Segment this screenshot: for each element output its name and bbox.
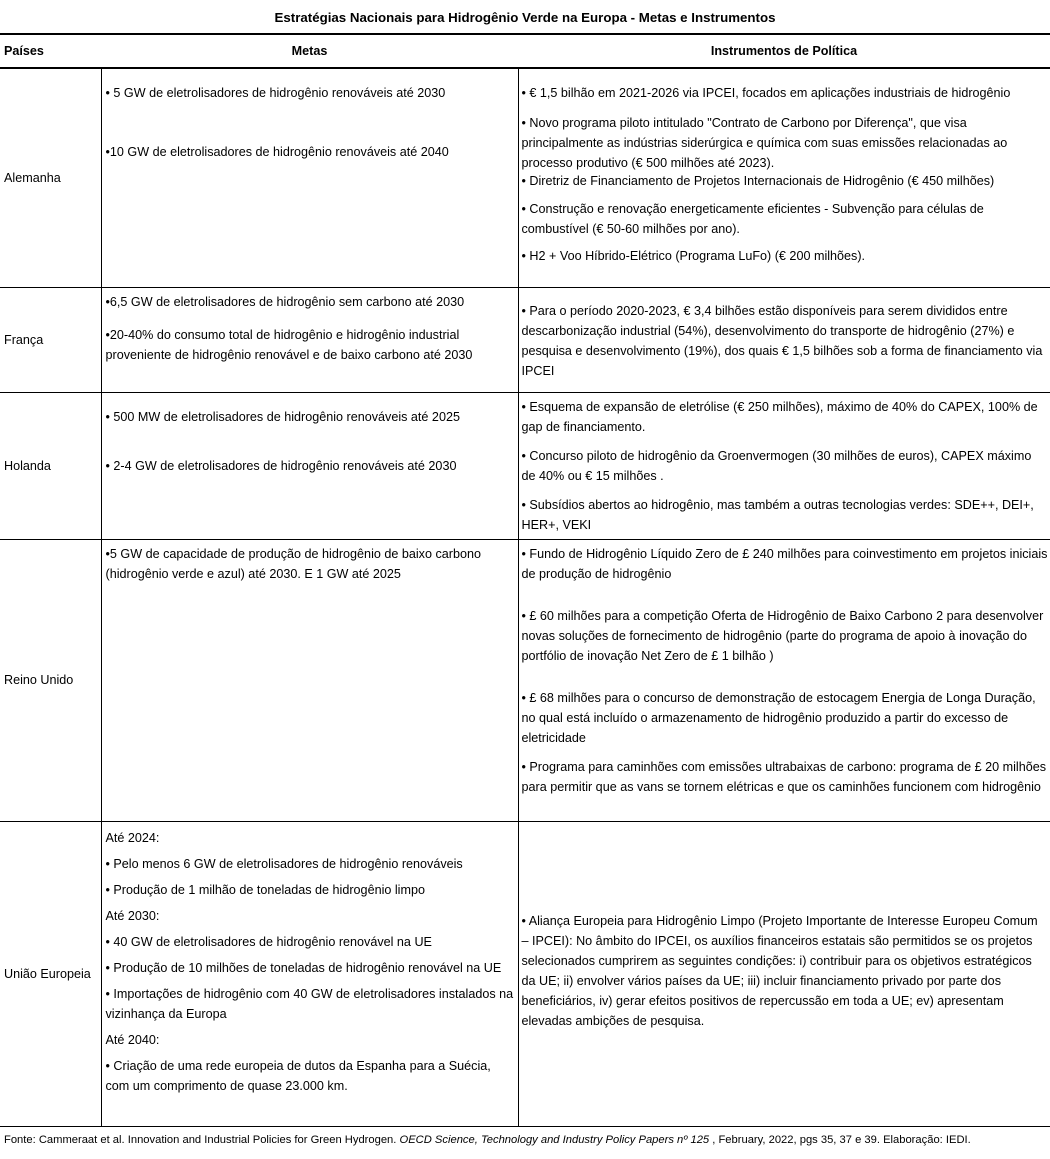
goal-item: • 2-4 GW de eletrolisadores de hidrogênio renováveis até 2030 (105, 458, 457, 473)
table-row (0, 392, 1050, 539)
header-countries: Países (0, 34, 101, 68)
goals-cell (101, 392, 518, 539)
source-footer (4, 1133, 1050, 1147)
table-title: Estratégias Nacionais para Hidrogênio Verde na Europa - Metas e Instrumentos (274, 10, 776, 25)
instruments-cell (518, 821, 1050, 1126)
goal-item: • Importações de hidrogênio com 40 GW de eletrolisadores instalados na vizinhança da Europa (105, 986, 514, 1021)
table-row (0, 539, 1050, 821)
country-cell: Holanda (0, 392, 101, 539)
strategies-table (0, 33, 1050, 1127)
instrument-item: • Fundo de Hidrogênio Líquido Zero de £ 240 milhões para coinvestimento em projetos iniciais de produção de hidrogênio (521, 546, 1048, 581)
table-row (0, 821, 1050, 1126)
instrument-item: • Concurso piloto de hidrogênio da Groenvermogen (30 milhões de euros), CAPEX máximo de 40% ou € 15 milhões . (521, 448, 1032, 483)
instrument-item: • Para o período 2020-2023, € 3,4 bilhões estão disponíveis para serem divididos entre descarbonização industrial (54%), desenvolvimento do transporte de hidrogênio (27%) e pesquisa e desenvolvimento (19%), dos quais € 1,5 bilhões sob a forma de financiamento via IPCEI (521, 303, 1043, 378)
goal-item: •20-40% do consumo total de hidrogênio e hidrogênio industrial proveniente de hidrogênio renovável e de baixo carbono até 2030 (105, 327, 473, 362)
instrument-item: • £ 68 milhões para o concurso de demonstração de estocagem Energia de Longa Duração, no qual está incluído o armazenamento de hidrogênio produzido a partir do excesso de eletricidade (521, 690, 1036, 745)
instrument-item: • Diretriz de Financiamento de Projetos Internacionais de Hidrogênio (€ 450 milhões) (521, 174, 995, 188)
goal-heading: Até 2040: (105, 1032, 160, 1047)
instruments-cell (518, 539, 1050, 821)
header-goals: Metas (101, 34, 518, 68)
instrument-item: • Programa para caminhões com emissões ultrabaixas de carbono: programa de £ 20 milhões para permitir que as vans se tornem elétricas e que os caminhões funcionem com hidrogênio (521, 759, 1047, 794)
instruments-cell (518, 392, 1050, 539)
goal-heading: Até 2030: (105, 908, 160, 923)
goals-cell (101, 821, 518, 1126)
goal-item: • 40 GW de eletrolisadores de hidrogênio renovável na UE (105, 934, 432, 949)
table-row (0, 68, 1050, 287)
country-cell: Reino Unido (0, 539, 101, 821)
goal-item: •10 GW de eletrolisadores de hidrogênio renováveis até 2040 (105, 145, 449, 159)
goal-item: • Produção de 10 milhões de toneladas de hidrogênio renovável na UE (105, 960, 502, 975)
goal-item: •5 GW de capacidade de produção de hidrogênio de baixo carbono (hidrogênio verde e azul) até 2030. E 1 GW até 2025 (105, 546, 481, 581)
instrument-item: • Novo programa piloto intitulado "Contrato de Carbono por Diferença", que visa principalmente as indústrias siderúrgica e química com suas emissões relacionadas ao processo produtivo (€ 500 milhões até 2023). (521, 116, 1008, 170)
table-header-row (0, 34, 1050, 68)
instrument-item: • € 1,5 bilhão em 2021-2026 via IPCEI, focados em aplicações industriais de hidrogênio (521, 86, 1011, 100)
footer-prefix: Fonte: Cammeraat et al. Innovation and Industrial Policies for Green Hydrogen. (4, 1134, 400, 1146)
goals-cell (101, 287, 518, 392)
footer-publication: OECD Science, Technology and Industry Policy Papers nº 125 (399, 1134, 710, 1146)
goals-cell (101, 68, 518, 287)
instrument-item: • £ 60 milhões para a competição Oferta de Hidrogênio de Baixo Carbono 2 para desenvolver novas soluções de fornecimento de hidrogênio (parte do programa de apoio à inovação do portfólio de inovação Net Zero de £ 1 bilhão ) (521, 608, 1044, 663)
table-row (0, 287, 1050, 392)
footer-suffix: , February, 2022, pgs 35, 37 e 39. Elaboração: IEDI. (709, 1134, 971, 1146)
goal-item: • Criação de uma rede europeia de dutos da Espanha para a Suécia, com um comprimento de quase 23.000 km. (105, 1058, 491, 1093)
header-instruments: Instrumentos de Política (518, 34, 1050, 68)
goal-item: • Produção de 1 milhão de toneladas de hidrogênio limpo (105, 882, 425, 897)
goal-heading: Até 2024: (105, 830, 160, 845)
instrument-item: • Aliança Europeia para Hidrogênio Limpo (Projeto Importante de Interesse Europeu Comum – IPCEI): No âmbito do IPCEI, os auxílios financeiros estatais são permitidos se os projetos selecionados cumprirem as seguintes condições: i) contribuir para os objetivos estratégicos da UE; ii) envolver vários países da UE; iii) incluir financiamento privado por parte dos beneficiários, iv) gerar efeitos positivos de repercussão em toda a UE; ev) apresentam elevadas ambições de pesquisa. (521, 913, 1038, 1028)
goals-cell (101, 539, 518, 821)
goal-item: •6,5 GW de eletrolisadores de hidrogênio sem carbono até 2030 (105, 294, 465, 309)
instrument-item: • H2 + Voo Híbrido-Elétrico (Programa LuFo) (€ 200 milhões). (521, 249, 866, 263)
country-cell: União Europeia (0, 821, 101, 1126)
country-cell: Alemanha (0, 68, 101, 287)
instruments-cell (518, 287, 1050, 392)
instrument-item-clipped (522, 173, 1049, 193)
instrument-item: • Esquema de expansão de eletrólise (€ 250 milhões), máximo de 40% do CAPEX, 100% de gap de financiamento. (521, 399, 1038, 434)
country-cell: França (0, 287, 101, 392)
goal-item: • 500 MW de eletrolisadores de hidrogênio renováveis até 2025 (105, 409, 460, 424)
goal-item: • 5 GW de eletrolisadores de hidrogênio renováveis até 2030 (105, 86, 446, 100)
instrument-item: • Subsídios abertos ao hidrogênio, mas também a outras tecnologias verdes: SDE++, DEI+, HER+, VEKI (521, 497, 1034, 532)
instruments-cell (518, 68, 1050, 287)
goal-item: • Pelo menos 6 GW de eletrolisadores de hidrogênio renováveis (105, 856, 463, 871)
instrument-item: • Construção e renovação energeticamente eficientes - Subvenção para células de combustível (€ 50-60 milhões por ano). (521, 202, 984, 236)
